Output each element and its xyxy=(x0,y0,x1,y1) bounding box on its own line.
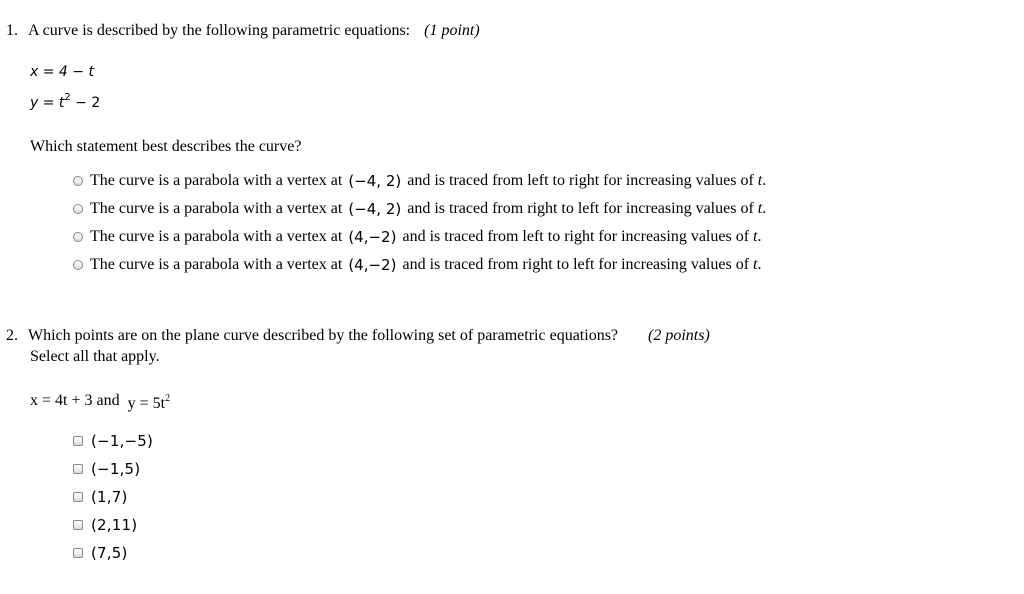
question-1-option-4[interactable] xyxy=(73,256,761,274)
radio-button[interactable] xyxy=(73,204,83,214)
radio-button[interactable] xyxy=(73,260,83,270)
option-vertex: (−4, 2) xyxy=(348,200,402,218)
question-2-number: 2. xyxy=(6,327,18,344)
eq2-y-prefix: y = 5t xyxy=(127,395,166,412)
option-period: . xyxy=(757,228,762,245)
option-text: and is traced from left to right for increasing values of xyxy=(407,172,754,189)
eq-y-suffix: − 2 xyxy=(70,95,101,111)
option-variable: t xyxy=(757,200,763,217)
option-point: (−1,5) xyxy=(91,460,141,478)
question-2-option-3[interactable] xyxy=(73,488,128,506)
question-2-option-2[interactable] xyxy=(73,460,140,478)
checkbox[interactable] xyxy=(73,464,83,474)
eq2-y xyxy=(128,395,170,412)
option-variable: t xyxy=(757,172,763,189)
question-1-equation-y xyxy=(30,92,101,111)
question-1-option-3[interactable] xyxy=(73,228,761,246)
option-point: (1,7) xyxy=(91,488,128,506)
option-text: and is traced from left to right for increasing values of xyxy=(402,228,750,245)
question-2-points: (2 points) xyxy=(648,327,710,344)
checkbox[interactable] xyxy=(73,436,83,446)
option-text: The curve is a parabola with a vertex at xyxy=(90,228,343,245)
question-2-text: Which points are on the plane curve described by the following set of parametric equations? xyxy=(28,327,619,344)
option-text: and is traced from right to left for increasing values of xyxy=(407,200,754,217)
question-1-number: 1. xyxy=(6,22,18,39)
eq-y-prefix: y = t xyxy=(30,95,65,111)
question-2-subtext: Select all that apply. xyxy=(30,348,160,365)
question-2-option-4[interactable] xyxy=(73,516,137,534)
option-variable: t xyxy=(753,228,758,245)
option-text: The curve is a parabola with a vertex at xyxy=(90,200,343,217)
question-1-prompt: Which statement best describes the curve? xyxy=(30,138,302,155)
question-2-equation xyxy=(30,392,170,410)
option-vertex: (−4, 2) xyxy=(348,172,402,190)
question-1-header xyxy=(6,22,480,40)
eq2-x-text: x = 4t + 3 and xyxy=(30,392,120,409)
question-2-option-5[interactable] xyxy=(73,544,128,562)
option-text: and is traced from right to left for increasing values of xyxy=(402,256,750,273)
question-1-equation-x xyxy=(30,64,94,80)
option-vertex: (4,−2) xyxy=(348,256,397,274)
eq-x-text: x = 4 − t xyxy=(30,64,94,80)
option-text: The curve is a parabola with a vertex at xyxy=(90,172,343,189)
checkbox[interactable] xyxy=(73,548,83,558)
option-point: (7,5) xyxy=(91,544,128,562)
option-point: (2,11) xyxy=(91,516,138,534)
question-1-option-1[interactable] xyxy=(73,172,766,190)
option-vertex: (4,−2) xyxy=(348,228,397,246)
question-2-option-1[interactable] xyxy=(73,432,153,450)
option-text: The curve is a parabola with a vertex at xyxy=(90,256,343,273)
eq-y-exponent: 2 xyxy=(64,92,71,103)
question-1-option-2[interactable] xyxy=(73,200,766,218)
option-period: . xyxy=(757,256,762,273)
checkbox[interactable] xyxy=(73,520,83,530)
checkbox[interactable] xyxy=(73,492,83,502)
radio-button[interactable] xyxy=(73,176,83,186)
question-2-header xyxy=(6,327,710,345)
radio-button[interactable] xyxy=(73,232,83,242)
option-period: . xyxy=(762,172,767,189)
option-variable: t xyxy=(753,256,758,273)
option-period: . xyxy=(762,200,767,217)
eq2-y-exponent: 2 xyxy=(165,393,171,404)
question-1-text: A curve is described by the following parametric equations: xyxy=(28,22,411,39)
question-1-points: (1 point) xyxy=(424,22,480,39)
option-point: (−1,−5) xyxy=(91,432,154,450)
